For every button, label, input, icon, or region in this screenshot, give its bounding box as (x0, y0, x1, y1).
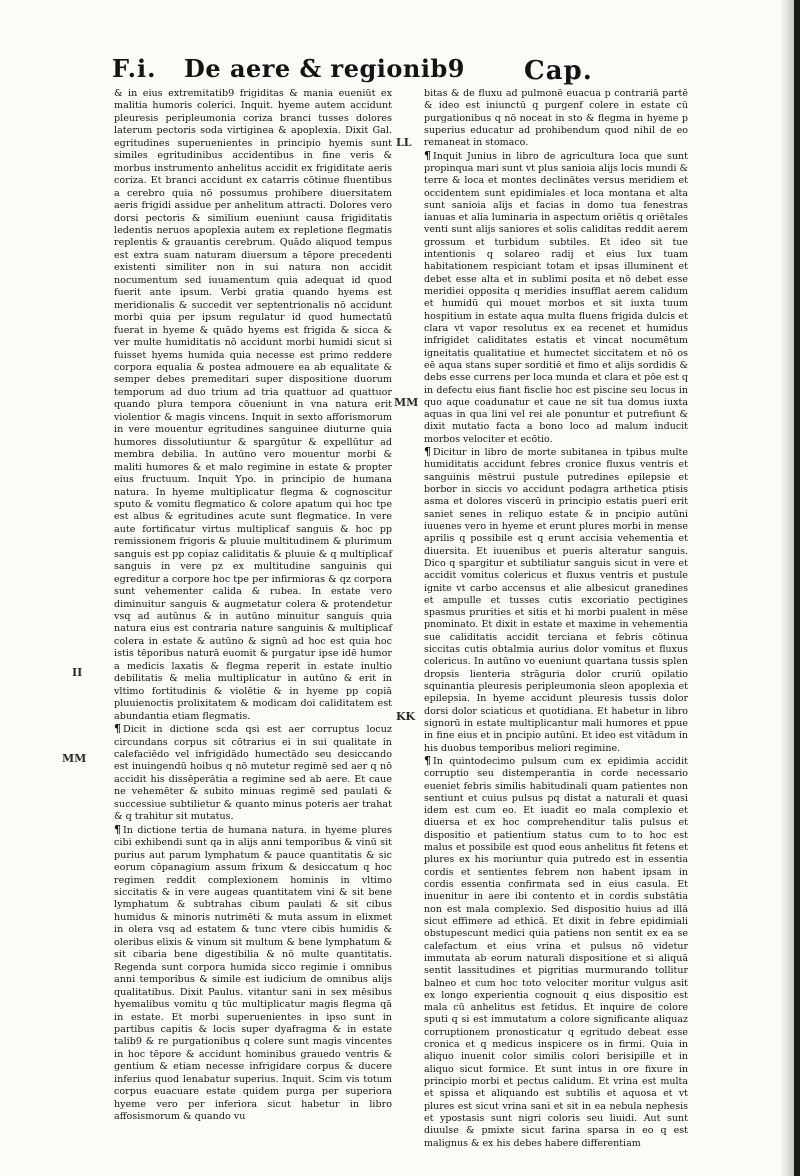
left-section-3 (114, 824, 392, 1124)
paragraph-mark-icon: ¶ (424, 148, 431, 162)
scan-edge (794, 0, 800, 1176)
section-text: In quintodecimo pulsum cum ex epidimia accidit corruptio seu distemperantia in corde necessario eueniet febris similis habitudinali quam patientes non sentiunt et cuius pulsus pq distat a naturali et quasi idem est cum eo. Et iuadit eo mala complexio et diuersa et ex hoc comprehenditur talis pulsus et dispositio et patientium status cum to to hoc est malus et possibile est quod eous anhelitus fit fetens et plures ex his moriuntur quia putredo est in essentia cordis et sentientes febrem non habent ipsam in cordis essentia confirmata sed in eius casula. Et inuenitur in aere ibi contento et in cordis substātia non est mala complexio. Sed dispositio huius ad illā sicut effimere ad ethicā. Et dixit in febre epidimiali obstupescunt medici quia patiens non sentit ex ea se calefactum et eius vrina et pulsus nō videtur immutata ab eorum naturali dispositione et si aliquā sentit lassitudines et pigritias murmurando tollitur balneo et cum hoc toto velociter moritur vulgus asit ex longo experientia cognouit q eius dispositio est mala cū anhelitus est fetidus. Et inquire de colore sputi q si est immutatum a colore significante aliquaz corruptionem pronosticatur q egritudo debeat esse cronica et q medicus inspicere os in firmi. Quia in aliquo inuenit color similis colori berisipille et in aliquo sicut formice. Et sunt intus in ore fixure in principio morbi et pectus calidum. Et vrina est multa et spissa et aliquando est subtilis et aquosa et vt plures est sicut vrina sani et sit in ea nebula nephesis et ypostasis sunt nigri coloris seu liuidi. Aut sunt diuulse & pmixte sicut farina sparsa in eo q est malignus & ex his debes habere differentiam (424, 755, 688, 1149)
section-text: Dicit in dictione scda qsi est aer corruptus locuz circundans corpus sit cōtrarius ei in sui qualitate in calefaciēdo vel infrigidādo humectādo seu desiccando est inuingendū hoibus q nō mutetur regimē sed aer q nō accidit his dissēperātia a regimine sed ab aere. Et caue ne vehemēter & subito minuas regimē sed paulati & successiue subtilietur & quanto minus poteris aer trahat & q trahitur sit mutatus. (114, 724, 392, 823)
paragraph-mark-icon: ¶ (114, 722, 121, 736)
margin-sign-ll: LL (396, 136, 412, 149)
margin-sign-kk: KK (396, 710, 416, 723)
right-section-1 (424, 88, 688, 150)
margin-sign-mm-left: MM (62, 752, 87, 765)
paragraph-mark-icon: ¶ (114, 822, 121, 836)
paragraph-mark-icon: ¶ (424, 445, 431, 459)
page-gutter-shadow (780, 0, 794, 1176)
running-head (112, 54, 672, 88)
left-text-column (114, 88, 392, 1124)
left-section-2 (114, 723, 392, 824)
folio-number: F.i. (112, 54, 157, 83)
right-section-3 (424, 446, 688, 755)
section-text: In dictione tertia de humana natura. in hyeme plures cibi exhibendi sunt qa in alijs anni temporibus & vinū sit purius aut parum lymphatum & pauce quantitatis & sic eorum cōpanagium assum frixum & desiccatum q hoc regimen reddit complexionem hominis in vltimo siccitatis & in vere augeas quantitatem vini & sit bene lymphatum & subtrahas cibum paulati & sit cibus humidus & minoris nutrimēti & muta assum in elixmet in olera vsq ad estatem & tunc vtere cibis humidis & oleribus elixis & vinum sit multum & bene lymphatum & sit cibaria bene digestibilia & nō multe quantitatis. Regenda sunt corpora humida sicco regimie i omnibus anni temporibus & simile est iudicium de omnibus alijs qualitatibus. Dixit Paulus. vitantur sani in sex mēsibus hyemalibus vomitu q tūc multiplicatur magis flegma qā in estate. Et morbi superuenientes in ipso sunt in partibus capitis & locis super dyafragma & in estate talib9 & re purgationibus q colere sunt magis vincentes in hoc tēpore & accidunt hominibus grauedo ventris & gentium & etiam necesse infrigidare corpus & ducere inferius quod lenabatur superius. Inquit. Scim vis totum corpus euacuare estate quidem purga per superiora hyeme vero per inferiora sicut habetur in libro affosismorum & quando vu (114, 824, 392, 1123)
section-text: Inquit Junius in libro de agricultura loca que sunt propinqua mari sunt vt plus sanioia alijs locis mundi & terre & loca et montes declinātes versus meridiem et occidentem sunt epidimiales et loca montana et alta sunt sanioia alijs et facias in domo tua fenestras ianuas et alia luminaria in aspectum oriētis q oriētales venti sunt alijs saniores et solis caliditas reddit aerem grossum et turbidum subtiles. Et ideo sit tue intentionis q solareo radij et eius lux tuam habitationem respiciant totam et ipsas illuminent et debet esse alta et in sublimi posita et nō debet esse meridiei opposita q meridies insufflat aerem calidum et humidū qui mouet morbos et sit iuxta tuum hospitium in estate aqua multa fluens frigida dulcis et clara vt vapor resolutus ex ea recenet et humidus infrigidet caliditates estatis et vincat nocumētum igneitatis qualitatiue et humectet siccitatem et nō os eē aqua stans super sorditiē et fimo et alijs sordidis & debs esse currens per loca munda et clara et pōe est q in defectu eius fiant fisclie hoc est piscine seu locus in quo aque coadunatur et caue ne sit tua domus iuxta aquas in qua lini vel rei ale ponuntur et putrefiunt & dixit mutatio facta a bono loco ad malum inducit morbos velociter et ecōtio. (424, 150, 688, 445)
paragraph-mark-icon: ¶ (424, 753, 431, 767)
section-text: Dicitur in libro de morte subitanea in tpibus multe humiditatis accidunt febres cronice fluxus ventris et sanguinis mēstrui pustule putredines epilepsie et borbor in siccis vo accidunt podagra arthetica ptisis asma et dolores viscerū in principio estatis pueri erit saniet senes in reliquo estate & in pncipio autūni iuuenes vero in hyeme et erunt plures morbi in mense aprilis q possibile est q erunt accisia vehementia et diuersita. Et iuuenibus et pueris alteratur sanguis. Dico q spargitur et subtiliatur sanguis sicut in vere et accidit vomitus colericus et fluxus ventris et pustule ignite vt carbo accensus et alie albesicut granedines et ampulle et tusses cutis excoriatio pectigines spasmus prurities et sitis et hi morbi pualent in mēse pnominato. Et dixit in estate et maxime in vehementia sue caliditatis accidit terciana et febris cōtinua siccitas cutis obtalmia aurius dolor vomitus et fluxus colericus. In autūno vo eueniunt quartana tussis splen dropsis lienteria strāguria dolor cruriū opilatio squinantia pleuresis peripleumonia sleon apoplexia et epilepsia. In hyeme accidunt pleuresis tussis dolor dorsi dolor sciaticus et quotidiana. Et habetur in libro signorū in estate multiplicantur mali humores et ppue in fine eius et in pncipio autūni. Et ideo est vitādum in his duobus temporibus meliori regimine. (424, 447, 688, 754)
section-text: bitas & de fluxu ad pulmonē euacua p contrariā partē & ideo est iniunctū q purgenf colere in estate cū purgationibus q nō noceat in sto & flegma in hyeme p superius educatur ad prohibendum quod nihil de eo remaneat in stomaco. (424, 88, 688, 149)
right-section-2 (424, 150, 688, 447)
right-text-column (424, 88, 688, 1150)
left-section-1 (114, 88, 392, 723)
margin-sign-ii: II (72, 666, 83, 679)
right-section-4 (424, 755, 688, 1150)
section-text: & in eius extremitatib9 frigiditas & mania eueniūt ex malitia humoris colerici. Inquit. hyeme autem accidunt pleuresis peripleumonia coriza branci tusses dolores laterum pectoris soda virtiginea & apoplexia. Dixit Gal. egritudines superuenientes in principio hyemis sunt similes egritudinibus accidentibus in fine veris & morbus instrumento anhelitus accidit ex frigiditate aeris coriza. Et branci accidunt ex catarris cōtinue fluentibus a cerebro quia nō possumus prohibere diuersitatem aeris frigidi assidue per anhelitum attracti. Dolores vero dorsi pectoris & similium eueniunt causa frigiditatis ledentis neruos apoplexia autem ex repletione flegmatis replentis & grauantis cerebrum. Quādo aliquod tempus est extra suam naturam diuersum a tēpore precedenti existenti similiter non in sui natura non accidit nocumentum sed iuuamentum quia adequat id quod fuerit ante ipsum. Verbi gratia quando hyems est meridionalis & succedit ver septentrionalis nō accidunt morbi quia per ipsum regulatur id quod humectatū fuerat in hyeme & quādo hyems est frigida & sicca & ver multe humiditatis nō accidunt morbi humidi sicut si fuisset hyems humida quia necesse est primo reddere corpora equalia & postea admouere ea ab equalitate & semper debes premeditari super dispositione duorum temporum ad duo trium ad tria quattuor ad quattuor quando plura tempora cōueniunt in vna natura erit violentior & magis vincens. Inquit in sexto afforismorum in vere mouentur egritudines sanguinee diuturne quia humores dissolutiuntur & spargūtur & expellūtur ad membra debilia. In autūno vero mouentur morbi & maliti humores & et malo regimine in estate & propter eius fructuum. Inquit Ypo. in principio de humana natura. In hyeme multiplicatur flegma & cognoscitur sputo & vomitu flegmatico & colore apatum qui hoc tpe est albus & egritudines acute sunt flegmatice. In vere aute fortificatur virtus multiplicaf sanguis & hoc pp remissionem frigoris & pluuie multitudinem & plurimum sanguis est pp copiaz caliditatis & pluuie & q multiplicaf sanguis in vere pz ex multitudine sanguinis qui egreditur a corpore hoc tpe per infirmioras & qz corpora sunt vehementer calida & rubea. In estate vero diminuitur sanguis & augmetatur colera & protendetur vsq ad autūnus & in autūno minuitur sanguis quia natura eius est contraria nature sanguinis & multiplicaf colera in estate & autūno & signū ad hoc est quia hoc istis tēporibus naturā euomit & purgatur ipse idē humor a medicis laxatis & flegma reperit in estate inultio debilitatis & melia multiplicatur in autūno & erit in vltimo fortitudinis & violētie & in hyeme pp copiā pluuienoctis prolixitatem & modicam doi caliditatem est abundantia etiam flegmatis. (114, 88, 392, 722)
margin-sign-mm-right: MM (394, 396, 419, 409)
chapter-label: Cap. (524, 56, 593, 86)
running-head-title: De aere & regionib9 (184, 54, 465, 83)
